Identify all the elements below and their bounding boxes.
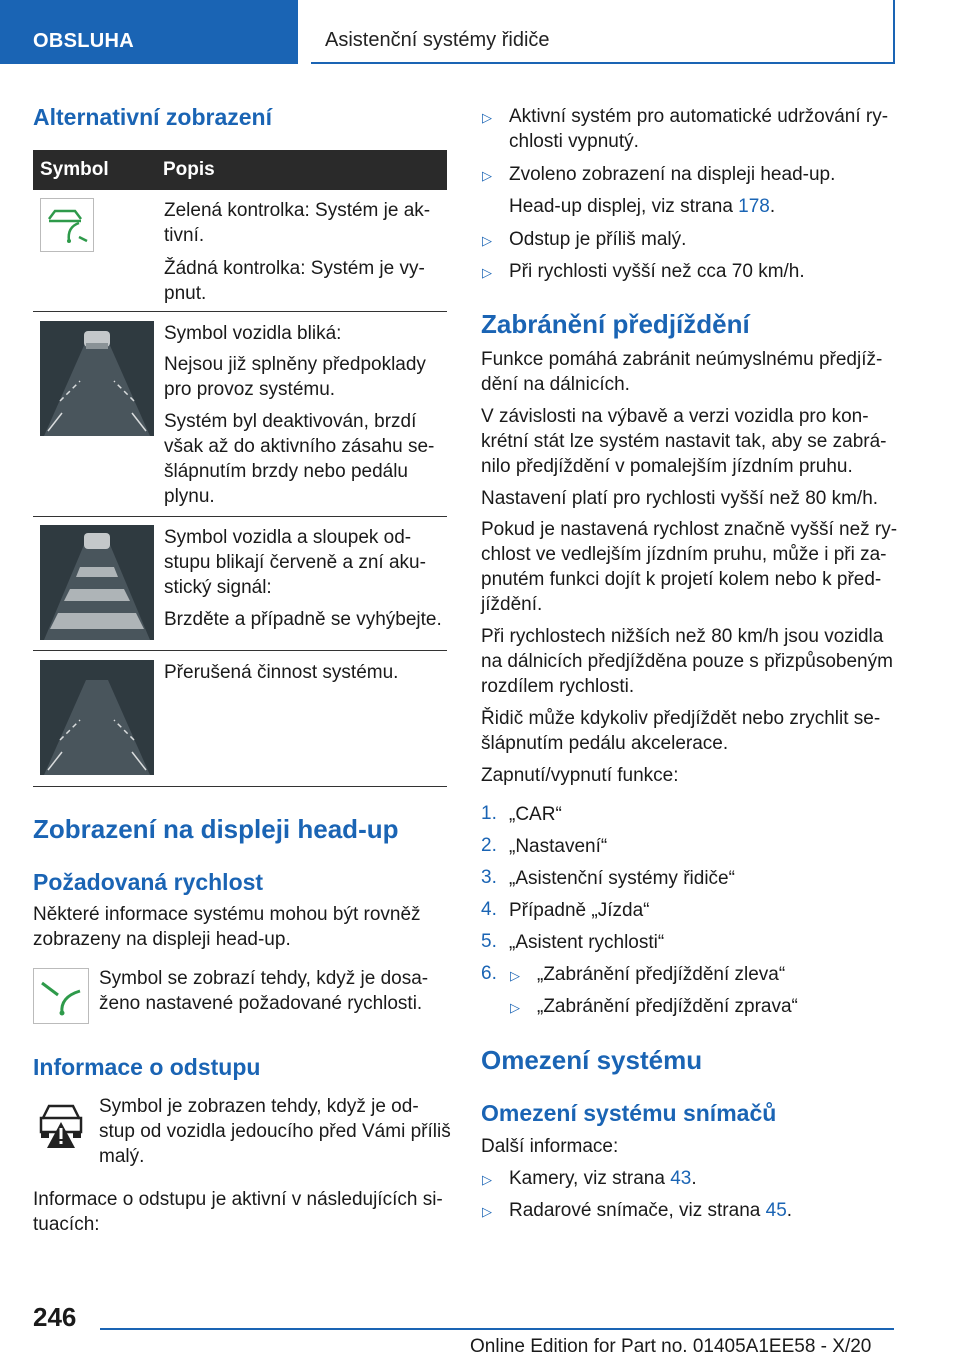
step-text: „Asistenční systémy řidiče“ [509, 868, 735, 889]
green-indicator-icon [40, 198, 94, 252]
desired-speed-text: Některé informace systému mohou být rovněž zobrazeny na displeji head-up. [33, 904, 421, 950]
heading-sensor-limits: Omezení systému snímačů [481, 1100, 777, 1126]
step-text: „Zabránění předjíždění zprava“ [537, 996, 798, 1017]
speed-reached-icon [33, 968, 89, 1024]
step-number: 4. [481, 899, 497, 920]
bullet-triangle-icon: ▷ [482, 265, 492, 280]
footer-edition: Online Edition for Part no. 01405A1EE58 - X/20 [470, 1336, 872, 1357]
bullet-hud-selected: Zvoleno zobrazení na displeji head-up. [509, 164, 836, 185]
step-text: „CAR“ [509, 804, 562, 825]
table-divider [33, 311, 447, 312]
step-text: „Nastavení“ [509, 836, 608, 857]
footer-divider [100, 1328, 894, 1330]
heading-system-limits: Omezení systému [481, 1045, 703, 1075]
step-text: Případně „Jízda“ [509, 900, 650, 921]
prevent-p1: Funkce pomáhá zabránit neúmyslnému předjíž- dění na dálnicích. [481, 349, 883, 395]
heading-desired-speed: Požadovaná rychlost [33, 869, 264, 895]
prevent-p2: V závislosti na výbavě a verzi vozidla pro kon- krétní stát lze systém nastavit tak, aby se zabrá- nilo předjíždění v pomalejším jízdním pruhu. [481, 406, 887, 477]
step-number: 6. [481, 963, 497, 984]
table-header [33, 150, 447, 190]
step-number: 3. [481, 867, 497, 888]
hud-reference: Head-up displej, viz strana 178. [509, 196, 776, 217]
row2-text-c: Systém byl deaktivován, brzdí však až do aktivního zásahu se- šlápnutím brzdy nebo pedálu plynu. [164, 411, 435, 507]
heading-head-up-display: Zobrazení na displeji head-up [33, 814, 399, 844]
header-section-label: OBSLUHA [33, 30, 134, 52]
bullet-speed-70: Při rychlosti vyšší než cca 70 km/h. [509, 261, 805, 282]
distance-symbol-text: Symbol je zobrazen tehdy, když je od- stup od vozidla jedoucího před Vámi příliš malý. [99, 1096, 451, 1167]
prevent-p4: Pokud je nastavená rychlost značně vyšší než ry- chlost ve vedlejším jízdním pruhu, může i při za- pnutém funkci dojít k projetí kolem nebo k před- jíždění. [481, 519, 898, 615]
header-chapter-tab [311, 0, 895, 64]
system-interrupted-icon [40, 660, 154, 775]
prevent-p5: Při rychlostech nižších než 80 km/h jsou vozidla na dálnicích předjížděna pouze s přizpůsobeným rozdílem rychlosti. [481, 626, 893, 697]
step-number: 1. [481, 803, 497, 824]
more-info-label: Další informace: [481, 1136, 619, 1157]
header-section-tab [0, 0, 298, 64]
step-number: 5. [481, 931, 497, 952]
ref-radar: Radarové snímače, viz strana 45. [509, 1200, 793, 1221]
ref-cameras: Kamery, viz strana 43. [509, 1168, 697, 1189]
hud-page-link[interactable]: 178 [738, 196, 770, 217]
bullet-triangle-icon: ▷ [482, 110, 492, 125]
heading-distance-info: Informace o odstupu [33, 1054, 261, 1080]
step-number: 2. [481, 835, 497, 856]
vehicle-blinking-icon [40, 321, 154, 436]
heading-alternative-display: Alternativní zobrazení [33, 104, 272, 130]
col-symbol-header: Symbol [40, 159, 109, 180]
table-divider [33, 786, 447, 787]
row2-text-a: Symbol vozidla bliká: [164, 323, 342, 344]
row2-text-b: Nejsou již splněny předpoklady pro provoz systému. [164, 354, 426, 400]
distance-info-text: Informace o odstupu je aktivní v následujících si- tuacích: [33, 1189, 443, 1235]
bullet-triangle-icon: ▷ [482, 233, 492, 248]
prevent-p3: Nastavení platí pro rychlosti vyšší než 80 km/h. [481, 488, 879, 509]
bullet-triangle-icon: ▷ [510, 1000, 520, 1015]
radar-page-link[interactable]: 45 [765, 1200, 787, 1221]
speed-symbol-text: Symbol se zobrazí tehdy, když je dosa- ženo nastavené požadované rychlosti. [99, 968, 429, 1014]
heading-overtake-prevention: Zabránění předjíždění [481, 309, 750, 339]
bullet-triangle-icon: ▷ [510, 968, 520, 983]
row3-text-a: Symbol vozidla a sloupek od- stupu blikají červeně a zní aku- stický signál: [164, 527, 426, 598]
header-chapter-label: Asistenční systémy řidiče [325, 29, 550, 51]
bullet-triangle-icon: ▷ [482, 1172, 492, 1187]
car-warning-icon [33, 1094, 89, 1150]
prevent-p7: Zapnutí/vypnutí funkce: [481, 765, 679, 786]
row4-text: Přerušená činnost systému. [164, 662, 399, 683]
step-text: „Zabránění předjíždění zleva“ [537, 964, 786, 985]
bullet-acc-off: Aktivní systém pro automatické udržování ry- chlosti vypnutý. [509, 106, 889, 152]
bullet-triangle-icon: ▷ [482, 1204, 492, 1219]
vehicle-distance-bars-icon [40, 525, 154, 640]
row1-text-b: Žádná kontrolka: Systém je vy- pnut. [164, 258, 425, 304]
prevent-p6: Řidič může kdykoliv předjíždět nebo zrychlit se- šlápnutím pedálu akcelerace. [481, 708, 881, 754]
cameras-page-link[interactable]: 43 [670, 1168, 692, 1189]
row1-text-a: Zelená kontrolka: Systém je ak- tivní. [164, 200, 431, 246]
col-desc-header: Popis [163, 159, 215, 180]
bullet-triangle-icon: ▷ [482, 168, 492, 183]
bullet-distance-small: Odstup je příliš malý. [509, 229, 687, 250]
table-divider [33, 650, 447, 651]
row3-text-b: Brzděte a případně se vyhýbejte. [164, 609, 442, 630]
table-divider [33, 516, 447, 517]
page-number: 246 [33, 1302, 77, 1332]
step-text: „Asistent rychlosti“ [509, 932, 665, 953]
